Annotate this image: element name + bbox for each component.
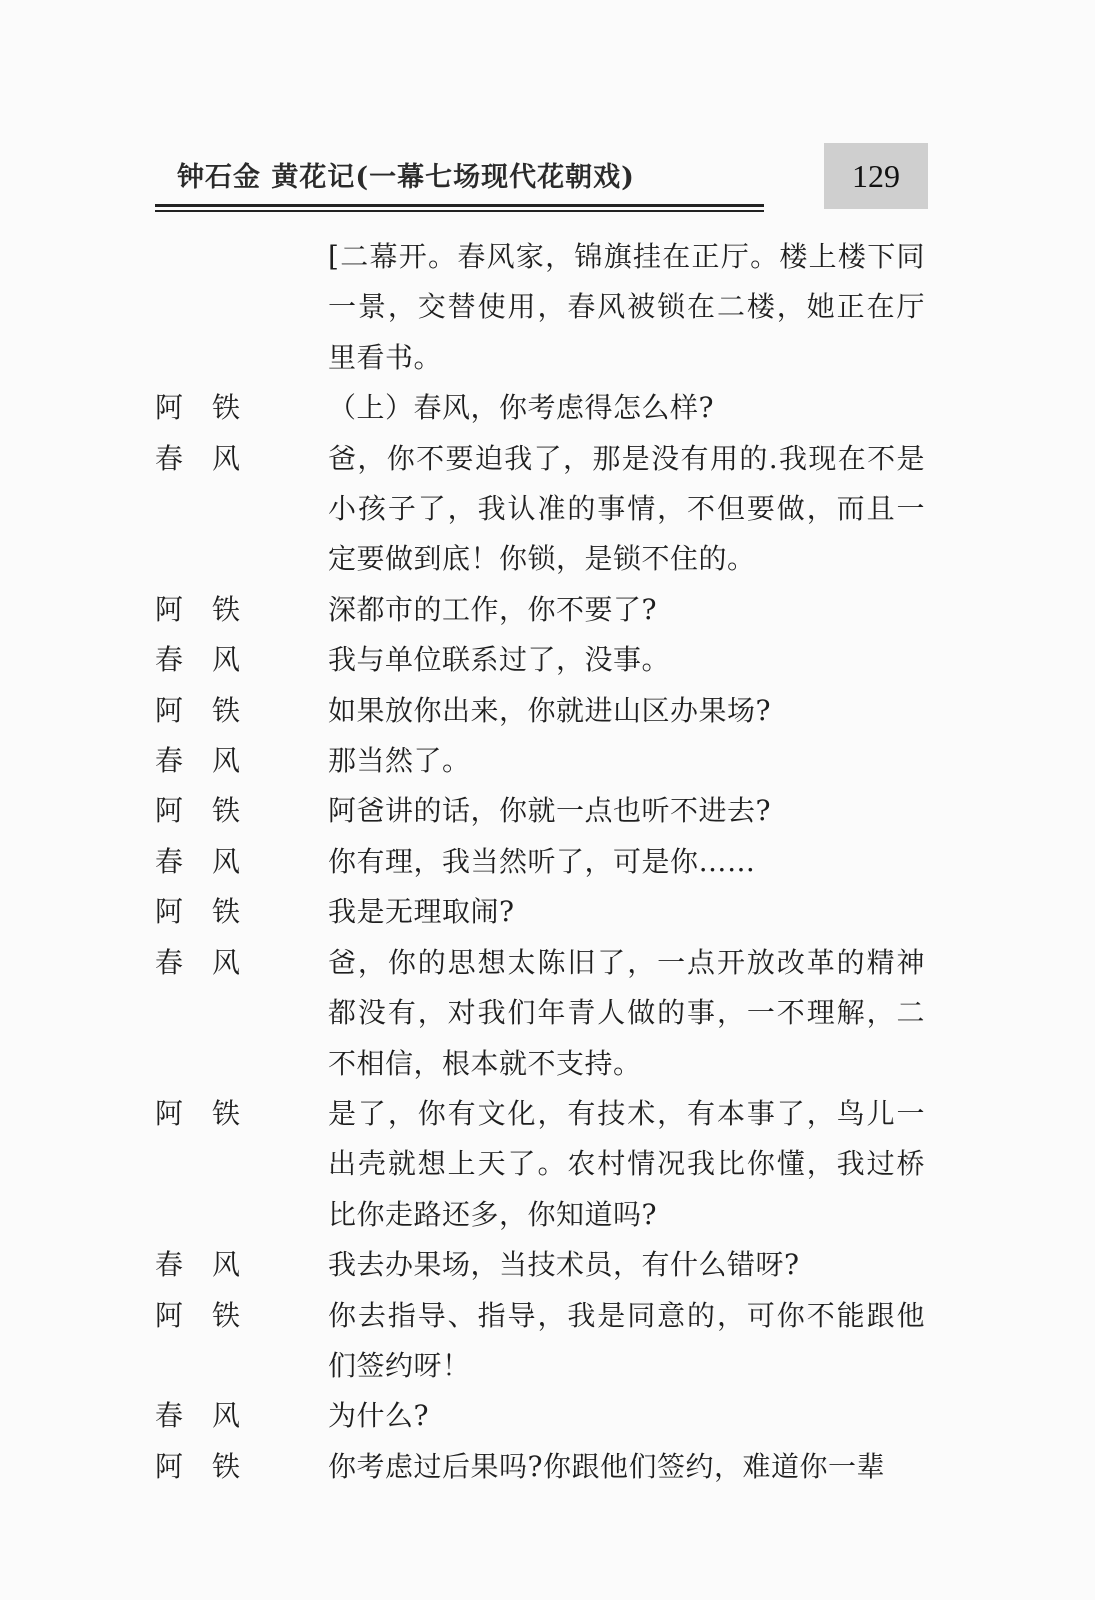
dialogue-entry	[155, 635, 925, 685]
dialogue-entry	[155, 938, 925, 1089]
page-number: 129	[824, 143, 928, 209]
speaker-name	[155, 232, 328, 282]
speaker-name: 阿 铁	[155, 1449, 241, 1483]
speaker-name: 阿 铁	[155, 693, 241, 727]
dialogue-text: 阿爸讲的话，你就一点也听不进去?	[328, 794, 772, 828]
speaker-name: 春 风	[155, 945, 241, 979]
dialogue-entry	[155, 434, 925, 585]
speaker-name: 阿 铁	[155, 1298, 241, 1332]
dialogue-entry	[155, 1291, 925, 1392]
speaker-name: 春 风	[155, 643, 241, 677]
dialogue-entry	[155, 686, 925, 736]
dialogue-text: 我是无理取闹?	[328, 895, 515, 929]
speaker-name: 阿 铁	[155, 592, 241, 626]
running-header-title: 钟石金 黄花记(一幕七场现代花朝戏)	[177, 162, 635, 193]
dialogue-text: 是了，你有文化，有技术，有本事了，鸟儿一出壳就想上天了。农村情况我比你懂，我过桥比你走路还多，你知道吗?	[328, 1096, 925, 1231]
speaker-name: 春 风	[155, 844, 241, 878]
dialogue-entry	[155, 837, 925, 887]
dialogue-entry	[155, 585, 925, 635]
dialogue-entry	[155, 383, 925, 433]
dialogue-entry	[155, 786, 925, 836]
header-rule-thin	[155, 210, 764, 212]
dialogue-entry	[155, 736, 925, 786]
stage-direction-text: [二幕开。春风家，锦旗挂在正厅。楼上楼下同一景，交替使用，春风被锁在二楼，她正在厅里看书。	[328, 240, 925, 374]
dialogue-text: 我去办果场，当技术员，有什么错呀?	[328, 1248, 800, 1282]
stage-direction-entry	[155, 232, 925, 383]
dialogue-text: 你有理，我当然听了，可是你……	[328, 844, 756, 878]
speaker-name: 阿 铁	[155, 1096, 241, 1130]
dialogue-text: 你考虑过后果吗?你跟他们签约，难道你一辈	[328, 1449, 886, 1483]
speaker-name: 阿 铁	[155, 391, 241, 425]
dialogue-entry	[155, 1391, 925, 1441]
speaker-name: 春 风	[155, 1399, 241, 1433]
speaker-name: 春 风	[155, 744, 241, 778]
speaker-name: 春 风	[155, 1248, 241, 1282]
dialogue-text: 那当然了。	[328, 744, 471, 778]
dialogue-entry	[155, 887, 925, 937]
dialogue-text: 如果放你出来，你就进山区办果场?	[328, 693, 772, 727]
dialogue-text: 你去指导、指导，我是同意的，可你不能跟他们签约呀！	[328, 1298, 925, 1382]
dialogue-text: 爸，你不要迫我了，那是没有用的.我现在不是小孩子了，我认准的事情，不但要做，而且一定要做到底！你锁，是锁不住的。	[328, 441, 925, 576]
dialogue-text: 爸，你的思想太陈旧了，一点开放改革的精神都没有，对我们年青人做的事，一不理解，二不相信，根本就不支持。	[328, 945, 925, 1080]
dialogue-text: 深都市的工作，你不要了?	[328, 592, 658, 626]
script-body	[155, 232, 925, 1492]
speaker-name: 春 风	[155, 441, 241, 475]
dialogue-text: 为什么?	[328, 1399, 430, 1433]
dialogue-entry	[155, 1240, 925, 1290]
header-rule-thick	[155, 204, 764, 207]
dialogue-text: （上）春风，你考虑得怎么样?	[328, 391, 715, 425]
dialogue-text: 我与单位联系过了，没事。	[328, 643, 671, 677]
dialogue-entry	[155, 1089, 925, 1240]
dialogue-entry	[155, 1442, 925, 1492]
running-header	[155, 143, 925, 213]
speaker-name: 阿 铁	[155, 794, 241, 828]
speaker-name: 阿 铁	[155, 895, 241, 929]
